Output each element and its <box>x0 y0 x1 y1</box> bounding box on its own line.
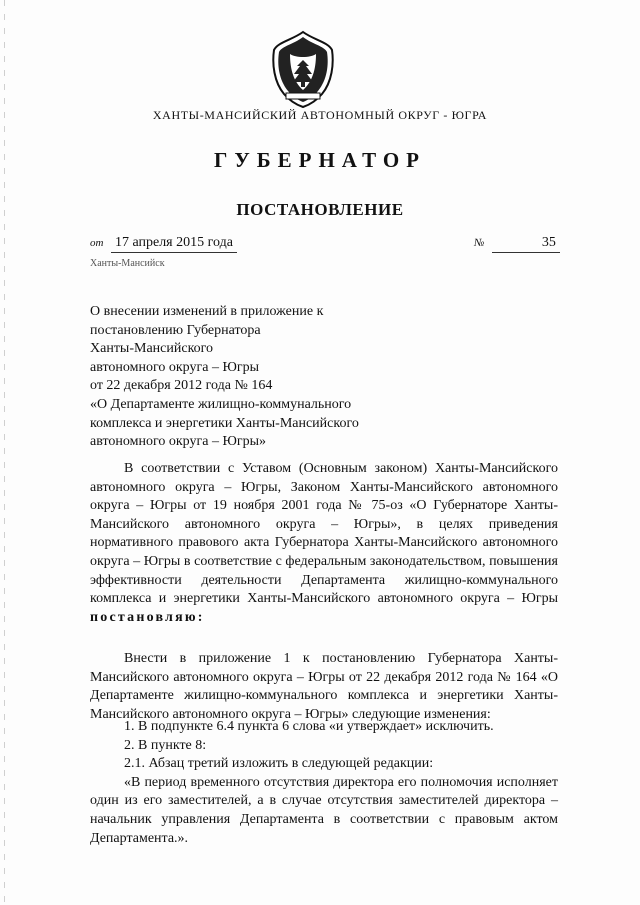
subject-line: О внесении изменений в приложение к <box>90 304 324 319</box>
amendment-quote: «В период временного отсутствия директора его полномочия исполняет один из его заместителей, а в случае отсутствия заместителей директора – начальник управления Департамента в соответствии с правовым актом Департамента.». <box>90 774 558 846</box>
subject-line: Ханты-Мансийского <box>90 341 214 357</box>
governor-title: ГУБЕРНАТОР <box>213 148 427 172</box>
item-1: 1. В подпункте 6.4 пункта 6 слова «и утверждает» исключить. <box>124 719 494 734</box>
main-paragraph: Внести в приложение 1 к постановлению Губернатора Ханты-Мансийского автономного округа – Югры от 22 декабря 2012 года № 164 «О Департаменте жилищно-коммунального комплекса и энергетики Ханты-Мансийского автономного округа – Югры» следующие изменения: <box>90 651 558 722</box>
decree-number: 35 <box>492 235 560 253</box>
subject-line: от 22 декабря 2012 года № 164 <box>90 378 273 394</box>
subject-line: автономного округа – Югры <box>90 359 259 375</box>
item-2-1: 2.1. Абзац третий изложить в следующей редакции: <box>124 756 434 772</box>
date-prefix: от <box>90 237 104 249</box>
region-name: ХАНТЫ-МАНСИЙСКИЙ АВТОНОМНЫЙ ОКРУГ - ЮГРА <box>152 108 488 122</box>
subject-line: комплекса и энергетики Ханты-Мансийского <box>90 415 359 431</box>
decree-subject <box>90 303 420 452</box>
preamble-paragraph <box>90 460 558 627</box>
preamble-text: В соответствии с Уставом (Основным законом) Ханты-Мансийского автономного округа – Югры, Законом Ханты-Мансийского автономного округа – Югры от 19 ноября 2001 года № 75-оз «О Губернаторе Ханты-Мансийского автономного округа – Югры», в целях приведения нормативного правового акта Губернатора Ханты-Мансийского автономного округа – Югры в соответствие с федеральным законодательством, повышения эффективности деятельности Департамента жилищно-коммунального комплекса и энергетики Ханты-Мансийского автономного округа – Югры <box>90 461 558 607</box>
item-2: 2. В пункте 8: <box>124 737 207 753</box>
subject-line: автономного округа – Югры» <box>90 434 266 450</box>
city-name: Ханты-Мансийск <box>90 258 165 269</box>
subject-line: «О Департаменте жилищно-коммунального <box>90 396 352 412</box>
coat-of-arms-icon <box>270 30 336 108</box>
decree-date: 17 апреля 2015 года <box>111 235 237 253</box>
decree-date-row <box>90 235 237 253</box>
subject-line: постановлению Губернатора <box>90 322 261 338</box>
scan-edge-line <box>4 0 5 905</box>
number-prefix: № <box>474 237 485 249</box>
decree-number-row <box>474 235 560 253</box>
amendment-items <box>90 718 558 848</box>
decree-title: ПОСТАНОВЛЕНИЕ <box>236 200 404 219</box>
resolve-word: постановляю: <box>90 609 205 625</box>
